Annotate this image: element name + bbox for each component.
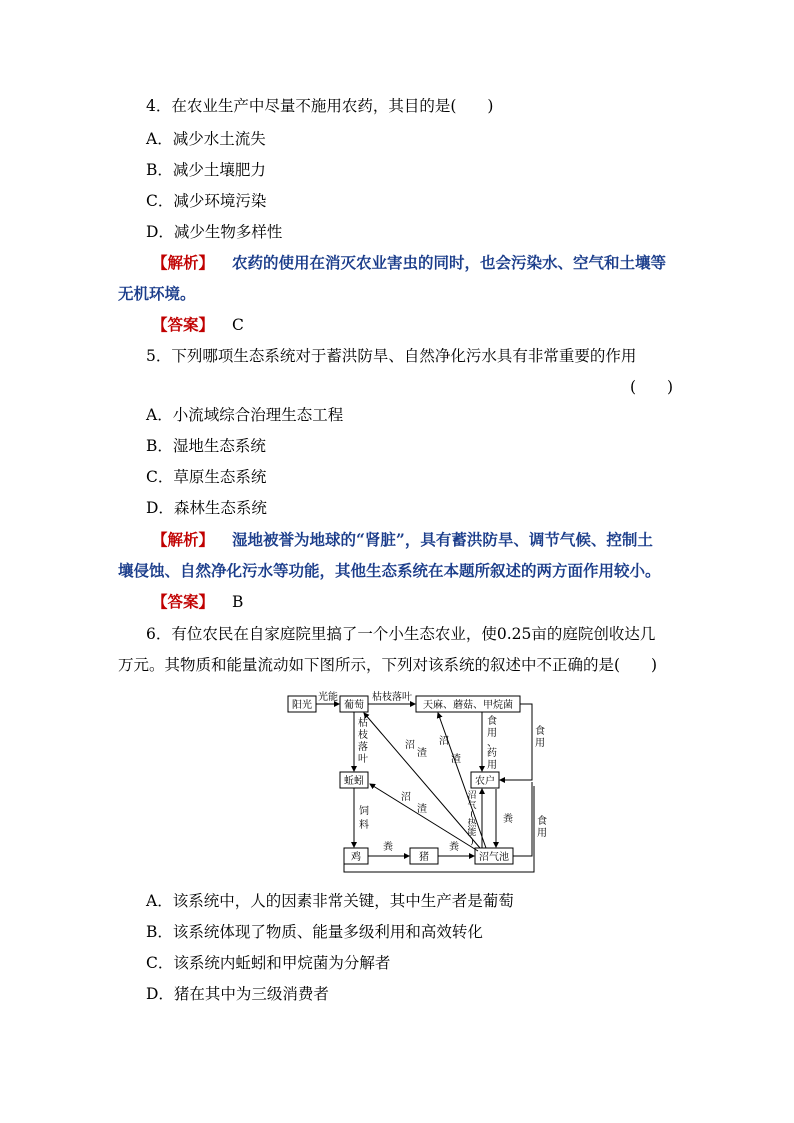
label-branch-v3: 落 (358, 742, 368, 753)
label-farmer: 农户 (475, 776, 495, 787)
q5-analysis (152, 530, 653, 550)
label-eat-med-3: 、 (487, 738, 497, 749)
label-gas-3: ( (470, 810, 474, 820)
label-branch-top: 枯枝落叶 (372, 692, 412, 703)
label-eat-top-1: 食 (535, 726, 545, 737)
label-sun: 阳光 (292, 700, 312, 711)
q4-stem: 4．在农业生产中尽量不施用农药，其目的是( ) (146, 97, 494, 115)
label-feed-1: 饲 (359, 806, 369, 817)
label-branch-v2: 枝 (358, 730, 368, 741)
q6-stem-line2: 万元。其物质和能量流动如下图所示，下列对该系统的叙述中不正确的是( ) (118, 656, 658, 674)
label-eat-med-5: 用 (487, 760, 497, 771)
label-branch-v1: 枯 (358, 718, 368, 729)
answer-value: C (232, 316, 244, 334)
label-eat-med-2: 用 (487, 728, 497, 739)
q6-stem-line1: 6．有位农民在自家庭院里搞了一个小生态农业，使0.25亩的庭院创收达几 (146, 625, 656, 643)
label-dung-3: 粪 (503, 814, 513, 825)
q4-analysis-line2: 无机环境。 (118, 284, 196, 303)
label-residue2-b: 渣 (451, 754, 461, 765)
label-residue3-b: 渣 (417, 804, 427, 815)
label-dung-1: 粪 (383, 842, 393, 853)
answer-value: B (232, 593, 244, 611)
label-gas-5: 能 (467, 828, 477, 838)
label-feed-2: 料 (359, 820, 369, 831)
label-eat-bottom-1: 食 (537, 816, 547, 827)
label-gas-2: 气 (467, 801, 477, 811)
q4-option-d: D．减少生物多样性 (146, 223, 283, 241)
answer-tag: 【答案】 (152, 592, 215, 611)
label-grape: 葡萄 (344, 700, 364, 711)
label-residue1-a: 沼 (405, 740, 415, 751)
ecosystem-flow-diagram (282, 686, 552, 874)
q5-option-a: A．小流域综合治理生态工程 (146, 406, 344, 424)
q6-option-c: C．该系统内蚯蚓和甲烷菌为分解者 (146, 954, 391, 972)
q5-analysis-line2: 壤侵蚀、自然净化污水等功能，其他生态系统在本题所叙述的两方面作用较小。 (118, 561, 661, 580)
q4-option-c: C．减少环境污染 (146, 192, 267, 210)
label-residue1-b: 渣 (417, 748, 427, 759)
label-light: 光能 (318, 692, 338, 703)
label-branch-v4: 叶 (358, 754, 368, 765)
label-eat-bottom-2: 用 (537, 828, 547, 839)
analysis-text: 农药的使用在消灭农业害虫的同时，也会污染水、空气和土壤等 (232, 253, 667, 272)
q5-answer (152, 592, 243, 612)
q4-option-b: B．减少土壤肥力 (146, 161, 266, 179)
label-worm: 蚯蚓 (344, 776, 364, 787)
label-eat-top-2: 用 (535, 738, 545, 749)
q5-option-c: C．草原生态系统 (146, 468, 267, 486)
q6-option-b: B．该系统体现了物质、能量多级利用和高效转化 (146, 923, 483, 941)
label-dung-2: 粪 (449, 842, 459, 853)
label-residue2-a: 沼 (439, 736, 449, 747)
analysis-text: 湿地被誉为地球的“肾脏”，具有蓄洪防旱、调节气候、控制土 (232, 530, 653, 549)
label-gas-6: ) (470, 837, 474, 847)
label-eat-med-1: 食 (487, 716, 497, 727)
q6-option-a: A．该系统中，人的因素非常关键，其中生产者是葡萄 (146, 892, 514, 910)
analysis-tag: 【解析】 (152, 530, 215, 549)
analysis-tag: 【解析】 (152, 253, 215, 272)
q4-option-a: A．减少水土流失 (146, 130, 266, 148)
answer-tag: 【答案】 (152, 315, 215, 334)
q5-option-d: D．森林生态系统 (146, 499, 267, 517)
q5-paren: ( ) (630, 378, 674, 396)
label-fungi: 天麻、蘑菇、甲烷菌 (423, 700, 513, 711)
q4-analysis (152, 253, 666, 273)
label-gas-1: 沼 (467, 791, 477, 801)
q4-answer (152, 315, 244, 335)
label-eat-med-4: 药 (487, 748, 497, 759)
label-biogas: 沼气池 (479, 852, 509, 863)
q6-option-d: D．猪在其中为三级消费者 (146, 985, 329, 1003)
label-pig: 猪 (419, 852, 429, 863)
label-chicken: 鸡 (351, 852, 361, 863)
q5-stem: 5．下列哪项生态系统对于蓄洪防旱、自然净化污水具有非常重要的作用 (146, 347, 637, 365)
label-gas-4: 热 (467, 819, 477, 829)
q5-option-b: B．湿地生态系统 (146, 437, 266, 455)
label-residue3-a: 沼 (401, 792, 411, 803)
